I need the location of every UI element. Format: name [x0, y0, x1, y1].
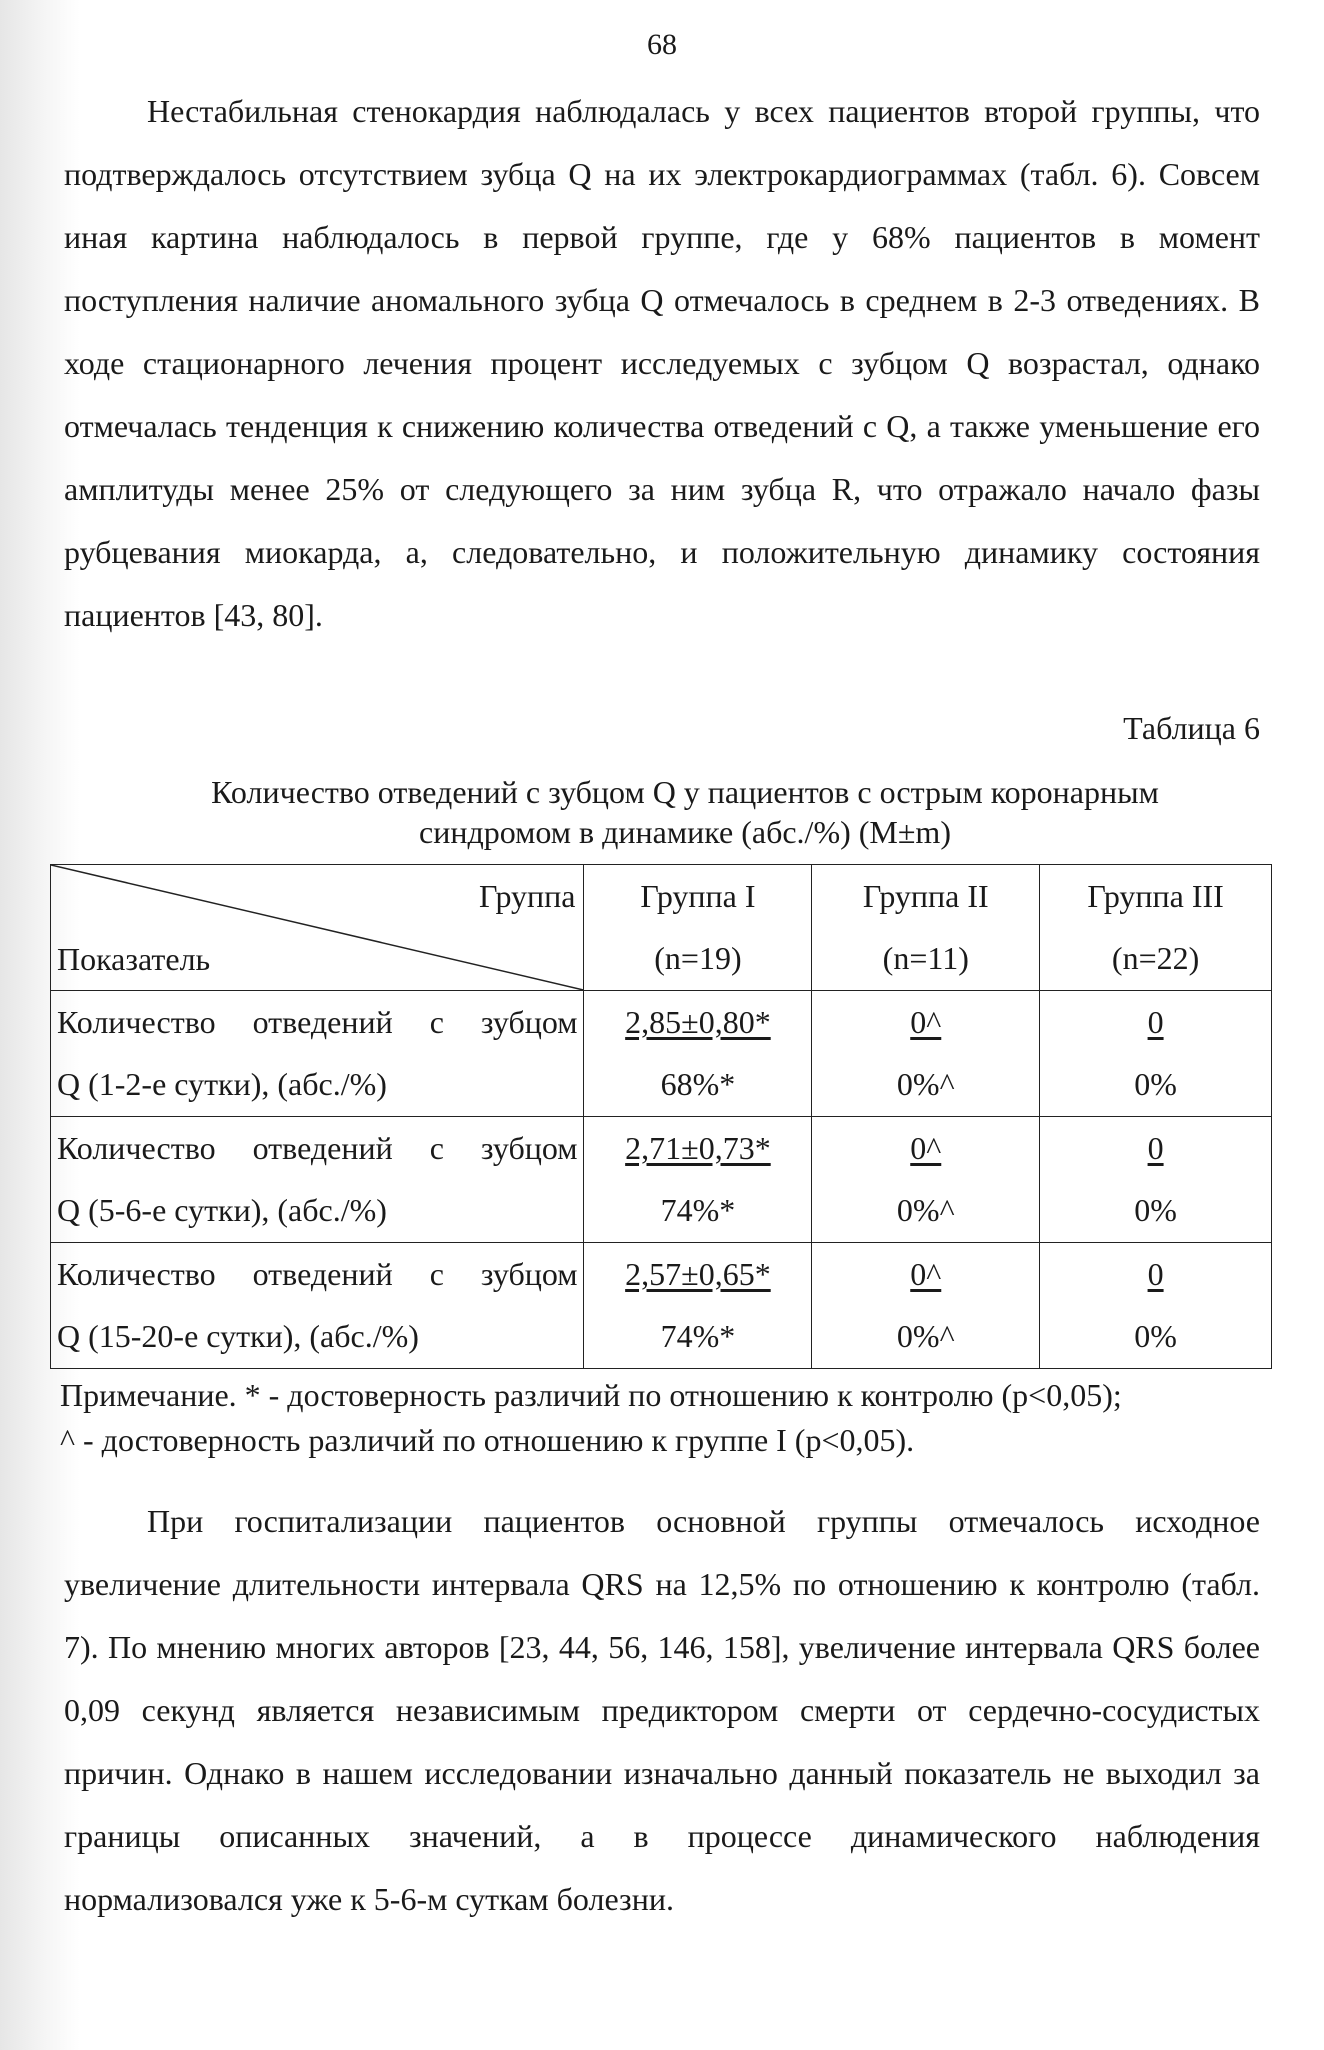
- table-caption-line-1: Количество отведений с зубцом Q у пациентов с острым коронарным: [211, 774, 1159, 810]
- value-abs: 2,71±0,73*: [625, 1130, 771, 1166]
- row-label-line-2: Q (15-20-е сутки), (абс./%): [57, 1318, 419, 1354]
- value-cell: [1040, 1243, 1272, 1369]
- value-cell: [584, 1117, 812, 1243]
- value-cell: [812, 1117, 1040, 1243]
- paragraph-1: Нестабильная стенокардия наблюдалась у всех пациентов второй группы, что подтверждалось отсутствием зубца Q на их электрокардиограммах (табл. 6). Совсем иная картина наблюдалось в первой группе, где у 68% пациентов в момент поступления наличие аномального зубца Q отмечалось в среднем в 2-3 отведениях. В ходе стационарного лечения процент исследуемых с зубцом Q возрастал, однако отмечалась тенденция к снижению количества отведений с Q, а также уменьшение его амплитуды менее 25% от следующего за ним зубца R, что отражало начало фазы рубцевания миокарда, а, следовательно, и положительную динамику состояния пациентов [43, 80].: [64, 93, 1260, 633]
- table-row: [51, 1243, 1272, 1369]
- value-abs: 0^: [910, 1130, 942, 1166]
- row-label-line-1: Количество отведений с зубцом: [57, 1130, 578, 1166]
- corner-label-group: Группа: [478, 878, 576, 914]
- value-pct: 0%: [1134, 1192, 1177, 1228]
- value-abs: 0: [1147, 1004, 1164, 1040]
- table-caption-line-2: синдромом в динамике (абс./%) (M±m): [419, 814, 951, 850]
- table-note-line-2: ^ - достоверность различий по отношению к группе I (p<0,05).: [60, 1422, 915, 1458]
- header-group-3-name: Группа III: [1087, 878, 1224, 914]
- row-label-cell: [51, 991, 584, 1117]
- header-group-2: [812, 865, 1040, 991]
- header-group-3: [1040, 865, 1272, 991]
- value-abs: 0^: [910, 1004, 942, 1040]
- value-cell: [812, 1243, 1040, 1369]
- header-group-1-n: (n=19): [654, 940, 742, 976]
- value-cell: [1040, 991, 1272, 1117]
- value-pct: 74%*: [660, 1192, 736, 1228]
- table-row: [51, 1117, 1272, 1243]
- row-label-line-1: Количество отведений с зубцом: [57, 1004, 578, 1040]
- header-group-2-name: Группа II: [862, 878, 989, 914]
- value-pct: 0%^: [896, 1066, 955, 1102]
- row-label-line-1: Количество отведений с зубцом: [57, 1256, 578, 1292]
- value-abs: 0: [1147, 1256, 1164, 1292]
- row-label-cell: [51, 1243, 584, 1369]
- table-note-line-1: Примечание. * - достоверность различий по отношению к контролю (p<0,05);: [60, 1377, 1122, 1413]
- data-table: [50, 864, 1272, 1369]
- value-abs: 0: [1147, 1130, 1164, 1166]
- value-abs: 2,85±0,80*: [625, 1004, 771, 1040]
- paragraph-2: При госпитализации пациентов основной группы отмечалось исходное увеличение длительности интервала QRS на 12,5% по отношению к контролю (табл. 7). По мнению многих авторов [23, 44, 56, 146, 158], увеличение интервала QRS более 0,09 секунд является независимым предиктором смерти от сердечно-сосудистых причин. Однако в нашем исследовании изначально данный показатель не выходил за границы описанных значений, а в процессе динамического наблюдения нормализовался уже к 5-6-м суткам болезни.: [64, 1503, 1260, 1917]
- value-pct: 0%: [1134, 1066, 1177, 1102]
- row-label-line-2: Q (1-2-е сутки), (абс./%): [57, 1066, 387, 1102]
- row-label-line-2: Q (5-6-е сутки), (абс./%): [57, 1192, 387, 1228]
- table-caption: [120, 772, 1250, 852]
- table-header-row: [51, 865, 1272, 991]
- value-pct: 0%: [1134, 1318, 1177, 1354]
- table-row: [51, 991, 1272, 1117]
- value-cell: [584, 991, 812, 1117]
- page-number: 68: [647, 28, 677, 61]
- value-abs: 2,57±0,65*: [625, 1256, 771, 1292]
- value-cell: [812, 991, 1040, 1117]
- value-abs: 0^: [910, 1256, 942, 1292]
- value-cell: [1040, 1117, 1272, 1243]
- header-group-1-name: Группа I: [640, 878, 756, 914]
- value-pct: 74%*: [660, 1318, 736, 1354]
- table-corner-cell: [51, 865, 584, 991]
- value-pct: 68%*: [660, 1066, 736, 1102]
- header-group-1: [584, 865, 812, 991]
- header-group-2-n: (n=11): [882, 940, 969, 976]
- value-pct: 0%^: [896, 1192, 955, 1228]
- value-cell: [584, 1243, 812, 1369]
- corner-label-indicator: Показатель: [57, 941, 211, 977]
- table-label: Таблица 6: [1123, 710, 1260, 746]
- row-label-cell: [51, 1117, 584, 1243]
- value-pct: 0%^: [896, 1318, 955, 1354]
- header-group-3-n: (n=22): [1111, 940, 1200, 976]
- table-note: [60, 1373, 1270, 1463]
